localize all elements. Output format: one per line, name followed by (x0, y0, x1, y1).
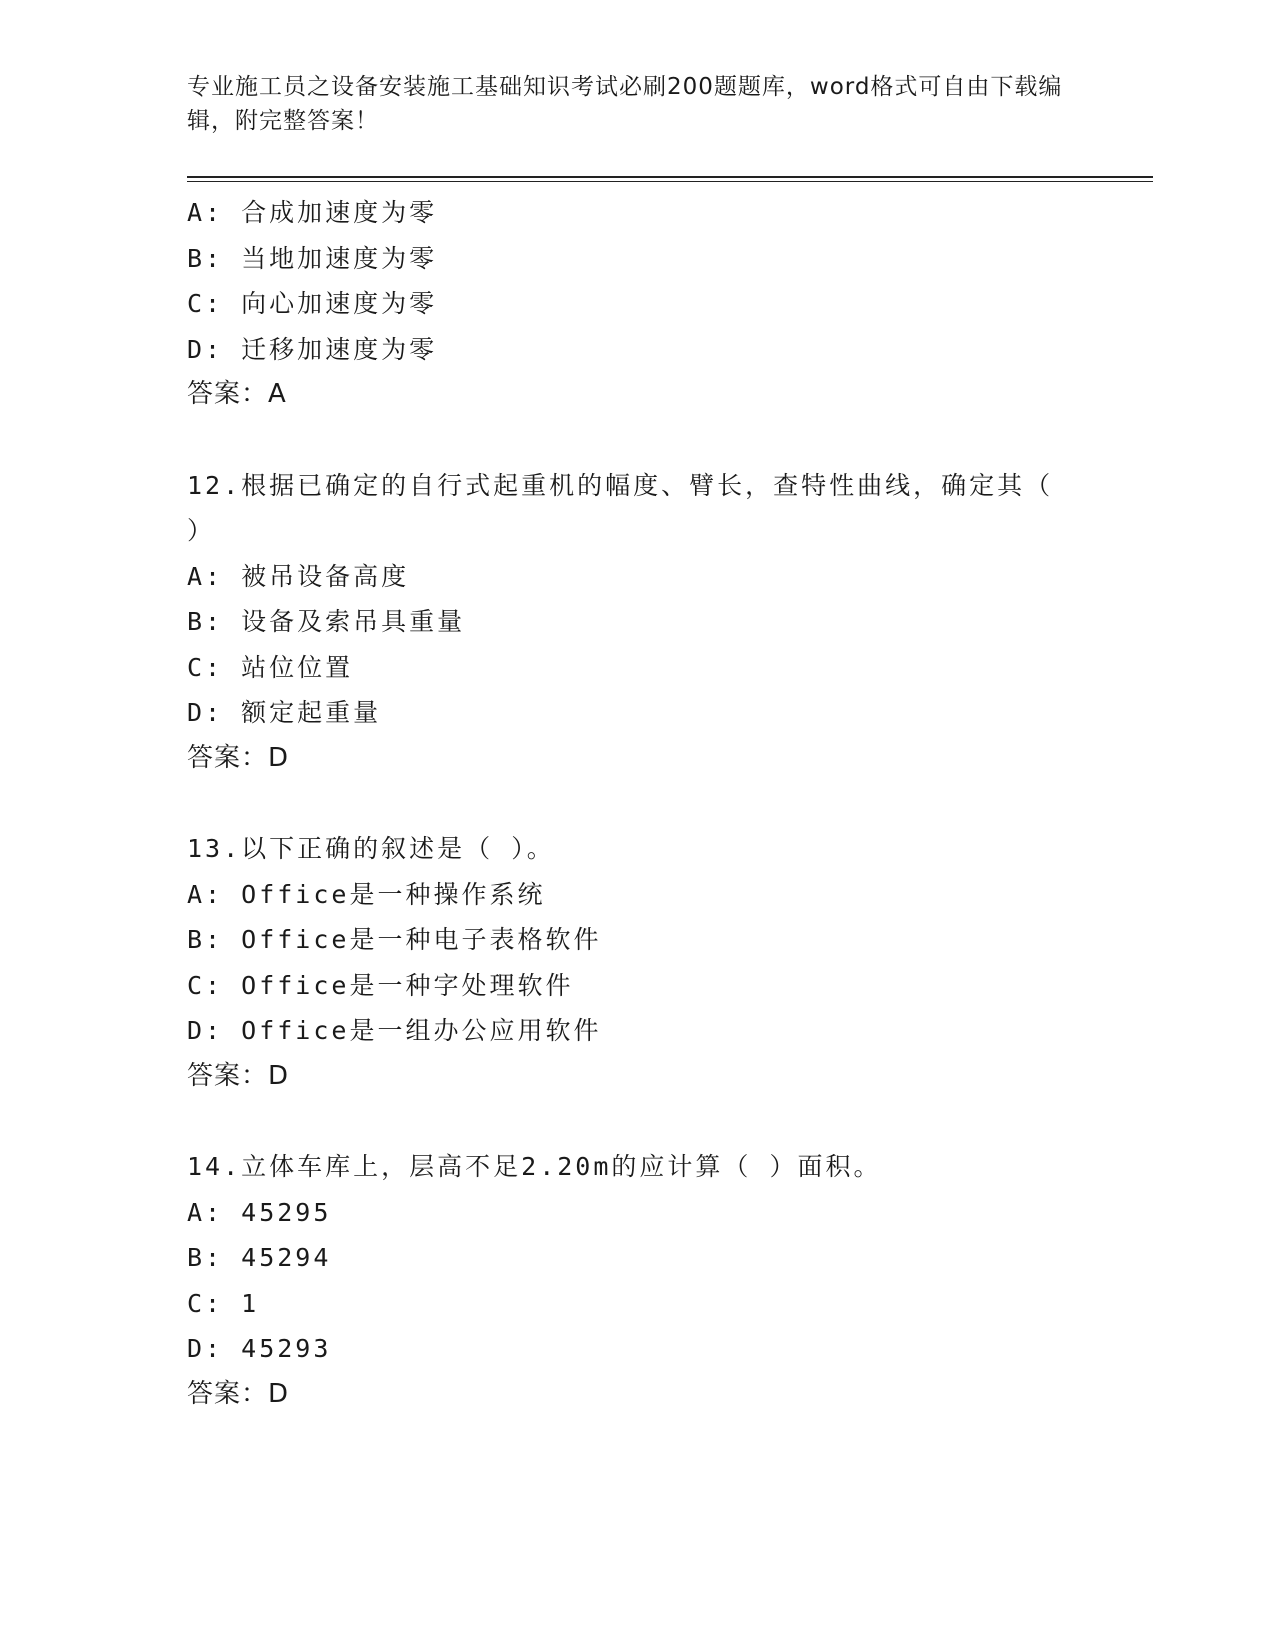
option-a: A: 被吊设备高度 (187, 561, 410, 591)
answer-line: 答案：D (187, 742, 290, 773)
option-c: C: 1 (187, 1288, 260, 1318)
question-block-continued (187, 190, 1147, 418)
option-a: A: 45295 (187, 1197, 332, 1227)
question-text: 12.根据已确定的自行式起重机的幅度、臂长，查特性曲线，确定其（ ） (187, 470, 1054, 545)
spacer (187, 781, 1147, 826)
question-text: 14.立体车库上，层高不足2.20m的应计算（ ）面积。 (187, 1152, 882, 1181)
header-divider (187, 176, 1153, 178)
document-page (187, 70, 1147, 1417)
option-b: B: 设备及索吊具重量 (187, 607, 466, 636)
option-d: D: 迁移加速度为零 (187, 334, 438, 364)
spacer (187, 1099, 1147, 1144)
option-d: D: 额定起重量 (187, 698, 382, 727)
answer-line: 答案：D (187, 1060, 290, 1091)
question-list (187, 190, 1147, 1417)
option-a: A: Office是一种操作系统 (187, 879, 546, 909)
spacer (187, 418, 1147, 463)
question-text: 13.以下正确的叙述是（ ）。 (187, 834, 555, 863)
option-a: A: 合成加速度为零 (187, 198, 438, 227)
option-b: B: Office是一种电子表格软件 (187, 925, 602, 954)
option-b: B: 45294 (187, 1243, 332, 1272)
answer-line: 答案：A (187, 379, 287, 409)
option-d: D: 45293 (187, 1334, 332, 1363)
question-block-12 (187, 463, 1147, 782)
option-d: D: Office是一组办公应用软件 (187, 1016, 602, 1045)
document-header-title: 专业施工员之设备安装施工基础知识考试必刷200题题库，word格式可自由下载编辑，附完整答案！ (187, 74, 1063, 134)
question-block-14 (187, 1144, 1147, 1417)
option-c: C: 向心加速度为零 (187, 289, 438, 318)
option-c: C: Office是一种字处理软件 (187, 970, 574, 1000)
question-block-13 (187, 826, 1147, 1099)
answer-line: 答案：D (187, 1378, 290, 1409)
option-b: B: 当地加速度为零 (187, 243, 438, 273)
option-c: C: 站位位置 (187, 652, 354, 682)
